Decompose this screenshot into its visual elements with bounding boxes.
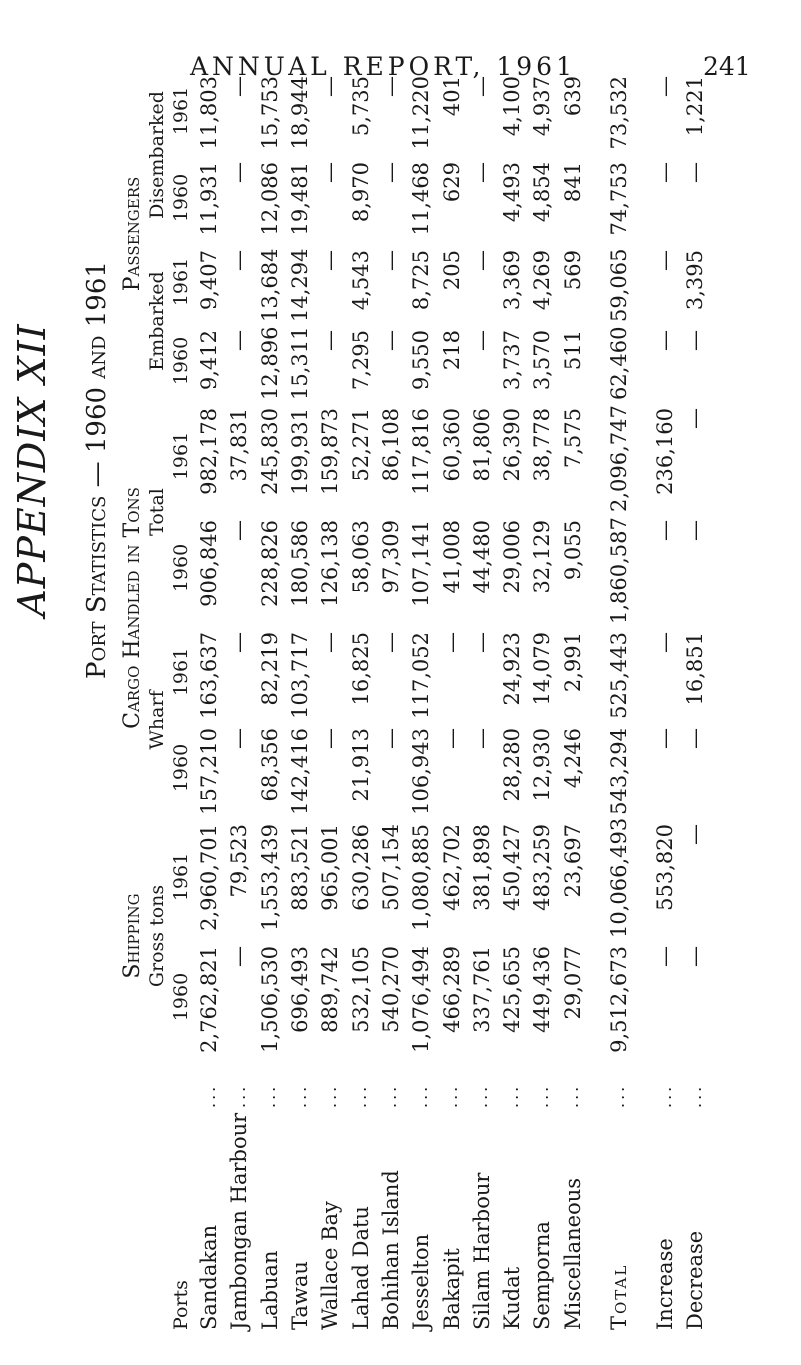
wharf-1961: 16,851 xyxy=(683,631,708,706)
embarked-1960: — xyxy=(227,329,252,351)
table-row xyxy=(436,68,466,1330)
disembarked-1960: 11,468 xyxy=(409,161,434,236)
wharf-1961: 24,923 xyxy=(500,631,525,706)
cargo-total-1960: 9,055 xyxy=(560,519,585,581)
port-name: Semporna xyxy=(530,1221,555,1330)
shipping-1961: 965,001 xyxy=(318,823,343,911)
wharf-1960: — xyxy=(439,727,464,749)
wharf-1960: 157,210 xyxy=(197,727,222,815)
embarked-1961: 3,369 xyxy=(500,249,525,311)
cargo-total-1961: 2,096,747 xyxy=(606,405,631,512)
embarked-1960: — xyxy=(378,329,403,351)
shipping-1960: — xyxy=(683,946,708,967)
shipping-1961: 2,960,701 xyxy=(197,823,222,931)
total-label: Total xyxy=(606,1263,631,1330)
disembarked-1960: — xyxy=(227,161,252,183)
disembarked-1961: — xyxy=(469,75,494,97)
wharf-1961: 16,825 xyxy=(348,631,373,706)
wharf-1961: — xyxy=(469,631,494,653)
wharf-1960: 106,943 xyxy=(409,727,434,815)
shipping-1961: 381,898 xyxy=(469,823,494,911)
increase-row xyxy=(650,68,680,1330)
wharf-1960: 12,930 xyxy=(530,727,555,802)
year-header: 1960 xyxy=(170,543,192,593)
port-name: Miscellaneous xyxy=(560,1177,585,1330)
embarked-1961: 4,269 xyxy=(530,249,555,311)
shipping-1961: 79,523 xyxy=(227,823,252,898)
embarked-1960: — xyxy=(318,329,343,351)
disembarked-1961: 639 xyxy=(560,75,585,117)
shipping-1960: 889,742 xyxy=(318,946,343,1033)
cargo-total-1960: 1,860,587 xyxy=(606,517,631,624)
disembarked-1960: 841 xyxy=(560,161,585,203)
embarked-1961: 205 xyxy=(439,249,464,291)
embarked-1960: 9,412 xyxy=(197,329,222,391)
year-header: 1960 xyxy=(170,173,192,223)
wharf-1960: — xyxy=(653,727,677,749)
port-name: Lahad Datu xyxy=(348,1206,373,1330)
table-row xyxy=(497,68,527,1330)
leader-dots: ... xyxy=(502,1083,522,1108)
shipping-1960: 449,436 xyxy=(530,946,555,1033)
disembarked-1960: 629 xyxy=(439,161,464,203)
cargo-total-1961: 81,806 xyxy=(469,407,494,482)
shipping-1960: 540,270 xyxy=(378,946,403,1033)
cargo-total-1960: 58,063 xyxy=(348,519,373,594)
cargo-total-1961: 52,271 xyxy=(348,407,373,482)
embarked-1960: — xyxy=(469,329,494,351)
shipping-1960: 425,655 xyxy=(500,946,525,1033)
cargo-total-1961: 982,178 xyxy=(197,407,222,495)
year-header: 1961 xyxy=(170,647,192,697)
disembarked-1961: — xyxy=(378,75,403,97)
cargo-total-1961: 117,816 xyxy=(409,407,434,495)
embarked-1960: 7,295 xyxy=(348,329,373,391)
cargo-header: Cargo Handled in Tons xyxy=(119,487,145,729)
year-header: 1960 xyxy=(170,336,192,386)
cargo-total-1961: 159,873 xyxy=(318,407,343,495)
embarked-1960: 15,311 xyxy=(288,326,313,400)
embarked-1961: — xyxy=(469,249,494,271)
wharf-1960: — xyxy=(378,727,403,749)
wharf-1961: — xyxy=(439,631,464,653)
disembarked-1960: — xyxy=(683,161,708,183)
cargo-total-1961: 236,160 xyxy=(653,407,677,495)
port-name: Bakapit xyxy=(439,1248,464,1330)
shipping-1960: 29,077 xyxy=(560,946,585,1020)
cargo-total-1960: 228,826 xyxy=(257,519,282,607)
cargo-total-1960: — xyxy=(683,519,708,541)
passengers-header: Passengers xyxy=(119,176,145,292)
embarked-1961: — xyxy=(227,249,252,271)
table-row xyxy=(315,68,345,1330)
wharf-1961: — xyxy=(227,631,252,653)
embarked-1960: 12,896 xyxy=(257,326,282,400)
leader-dots: ... xyxy=(381,1083,401,1108)
increase-label: Increase xyxy=(653,1238,677,1330)
wharf-1960: — xyxy=(683,727,708,749)
table-row xyxy=(406,68,436,1330)
port-name: Jambongan Harbour xyxy=(227,1112,252,1330)
shipping-header: Shipping xyxy=(119,893,145,979)
wharf-1960: 142,416 xyxy=(288,727,313,815)
year-header: 1961 xyxy=(170,257,192,307)
embarked-1960: 9,550 xyxy=(409,329,434,391)
disembarked-1961: 11,220 xyxy=(409,75,434,150)
embarked-1960: 218 xyxy=(439,329,464,371)
port-name: Tawau xyxy=(288,1261,313,1330)
leader-dots: ... xyxy=(199,1083,219,1108)
disembarked-1961: — xyxy=(318,75,343,97)
embarked-header: Embarked xyxy=(146,271,168,371)
leader-dots: ... xyxy=(290,1083,310,1108)
cargo-total-1961: 199,931 xyxy=(288,407,313,495)
leader-dots: ... xyxy=(411,1083,431,1108)
disembarked-1960: 74,753 xyxy=(606,161,631,236)
embarked-1961: 9,407 xyxy=(197,249,222,311)
embarked-1960: — xyxy=(653,329,677,351)
disembarked-1961: 4,937 xyxy=(530,75,555,137)
cargo-total-1961: 7,575 xyxy=(560,407,585,469)
leader-dots: ... xyxy=(320,1083,340,1108)
leader-dots: ... xyxy=(532,1083,552,1108)
disembarked-1961: 1,221 xyxy=(683,75,708,137)
table-row xyxy=(224,68,254,1330)
shipping-1961: — xyxy=(683,823,708,845)
disembarked-1961: 18,944 xyxy=(288,75,313,150)
shipping-1961: 883,521 xyxy=(288,823,313,911)
wharf-1961: 82,219 xyxy=(257,631,282,706)
wharf-header: Wharf xyxy=(146,690,168,750)
wharf-1960: 28,280 xyxy=(500,727,525,802)
shipping-1961: 462,702 xyxy=(439,823,464,911)
shipping-1961: 10,066,493 xyxy=(606,817,631,938)
cargo-total-1960: 32,129 xyxy=(530,519,555,594)
table-row xyxy=(255,68,285,1330)
embarked-1960: 3,737 xyxy=(500,329,525,391)
leader-dots: ... xyxy=(563,1083,583,1108)
leader-dots: ... xyxy=(685,1083,705,1108)
total-cargo-header: Total xyxy=(146,488,168,536)
year-header: 1961 xyxy=(170,431,192,481)
disembarked-1961: 4,100 xyxy=(500,75,525,137)
disembarked-1961: 401 xyxy=(439,75,464,117)
table-row xyxy=(527,68,557,1330)
shipping-1961: 450,427 xyxy=(500,823,525,911)
disembarked-1960: — xyxy=(318,161,343,183)
embarked-1961: 59,065 xyxy=(606,248,631,322)
port-name: Labuan xyxy=(257,1250,282,1330)
table-row xyxy=(376,68,406,1330)
cargo-total-1960: 41,008 xyxy=(439,519,464,594)
wharf-1961: 103,717 xyxy=(288,631,313,719)
leader-dots: ... xyxy=(351,1083,371,1108)
embarked-1961: — xyxy=(378,249,403,271)
shipping-1960: 466,289 xyxy=(439,946,464,1033)
leader-dots: ... xyxy=(472,1083,492,1108)
wharf-1961: 525,443 xyxy=(606,631,631,719)
decrease-row xyxy=(680,68,710,1330)
disembarked-1961: — xyxy=(227,75,252,97)
disembarked-1960: 8,970 xyxy=(348,161,373,223)
running-head: ANNUAL REPORT, 1961 xyxy=(190,52,576,81)
embarked-1961: 14,294 xyxy=(288,248,313,322)
port-statistics-table xyxy=(118,68,710,1330)
port-name: Bohihan Island xyxy=(378,1170,403,1330)
cargo-total-1960: — xyxy=(653,519,677,541)
disembarked-1961: 15,753 xyxy=(257,75,282,150)
wharf-1961: 2,991 xyxy=(560,631,585,693)
cargo-total-1960: 44,480 xyxy=(469,519,494,594)
leader-dots: ... xyxy=(609,1083,629,1108)
port-name: Kudat xyxy=(500,1266,525,1330)
shipping-1960: 696,493 xyxy=(288,946,313,1033)
leader-dots: ... xyxy=(442,1083,462,1108)
shipping-1961: 483,259 xyxy=(530,823,555,911)
cargo-total-1961: 26,390 xyxy=(500,407,525,482)
table-title: Port Statistics — 1960 and 1961 xyxy=(82,261,112,679)
shipping-1961: 1,080,885 xyxy=(409,823,434,931)
ports-header: Ports xyxy=(170,1280,192,1330)
disembarked-1961: 11,803 xyxy=(197,75,222,150)
disembarked-1960: 4,493 xyxy=(500,161,525,223)
disembarked-1960: 12,086 xyxy=(257,161,282,236)
port-name: Jesselton xyxy=(409,1233,434,1330)
year-header: 1961 xyxy=(170,852,192,902)
decrease-label: Decrease xyxy=(683,1230,708,1330)
disembarked-1960: 11,931 xyxy=(197,161,222,236)
embarked-1960: 62,460 xyxy=(606,326,631,400)
cargo-total-1960: 180,586 xyxy=(288,519,313,607)
cargo-total-1961: 37,831 xyxy=(227,407,252,482)
port-name: Wallace Bay xyxy=(318,1201,343,1330)
leader-dots: ... xyxy=(260,1083,280,1108)
year-header: 1960 xyxy=(170,972,192,1022)
table-row xyxy=(558,68,588,1330)
wharf-1960: 68,356 xyxy=(257,727,282,802)
port-name: Silam Harbour xyxy=(469,1172,494,1330)
shipping-1960: — xyxy=(653,946,677,967)
shipping-1960: 1,076,494 xyxy=(409,946,434,1053)
shipping-1960: 1,506,530 xyxy=(257,946,282,1053)
cargo-total-1960: 906,846 xyxy=(197,519,222,607)
port-name: Sandakan xyxy=(197,1224,222,1330)
leader-dots: ... xyxy=(655,1083,675,1108)
disembarked-header: Disembarked xyxy=(146,91,168,219)
appendix-title: APPENDIX XII xyxy=(10,323,54,617)
shipping-1960: — xyxy=(227,946,252,967)
cargo-total-1961: 38,778 xyxy=(530,407,555,482)
disembarked-1961: — xyxy=(653,75,677,97)
embarked-1961: — xyxy=(318,249,343,271)
shipping-1960: 337,761 xyxy=(469,946,494,1033)
wharf-1961: 163,637 xyxy=(197,631,222,719)
shipping-1961: 23,697 xyxy=(560,823,585,898)
disembarked-1960: 4,854 xyxy=(530,161,555,223)
embarked-1961: 8,725 xyxy=(409,249,434,311)
embarked-1961: 569 xyxy=(560,249,585,291)
wharf-1960: 21,913 xyxy=(348,727,373,802)
wharf-1960: 543,294 xyxy=(606,727,631,815)
embarked-1961: 3,395 xyxy=(683,249,708,311)
gross-tons-header: Gross tons xyxy=(146,884,168,988)
shipping-1961: 1,553,439 xyxy=(257,823,282,931)
wharf-1960: — xyxy=(469,727,494,749)
cargo-total-1960: 126,138 xyxy=(318,519,343,607)
wharf-1960: — xyxy=(227,727,252,749)
embarked-1960: — xyxy=(683,329,708,351)
cargo-total-1961: — xyxy=(683,407,708,429)
shipping-1961: 553,820 xyxy=(653,823,677,911)
table-row xyxy=(345,68,375,1330)
cargo-total-1961: 86,108 xyxy=(378,407,403,482)
disembarked-1961: 73,532 xyxy=(606,75,631,150)
rotated-table-page xyxy=(0,60,800,1350)
embarked-1961: 4,543 xyxy=(348,249,373,311)
cargo-total-1960: — xyxy=(227,519,252,541)
embarked-1960: 511 xyxy=(560,329,585,371)
cargo-total-1960: 29,006 xyxy=(500,519,525,594)
wharf-1960: 4,246 xyxy=(560,727,585,789)
table-row xyxy=(285,68,315,1330)
wharf-1961: 117,052 xyxy=(409,631,434,719)
disembarked-1960: — xyxy=(469,161,494,183)
shipping-1961: 507,154 xyxy=(378,823,403,911)
disembarked-1960: — xyxy=(378,161,403,183)
table-row xyxy=(194,68,224,1330)
year-header: 1960 xyxy=(170,743,192,793)
wharf-1961: — xyxy=(378,631,403,653)
cargo-total-1960: 107,141 xyxy=(409,519,434,607)
disembarked-1961: 5,735 xyxy=(348,75,373,137)
wharf-1961: — xyxy=(653,631,677,653)
disembarked-1960: 19,481 xyxy=(288,161,313,236)
embarked-1960: 3,570 xyxy=(530,329,555,391)
shipping-1961: 630,286 xyxy=(348,823,373,911)
embarked-1961: — xyxy=(653,249,677,271)
cargo-total-1961: 60,360 xyxy=(439,407,464,482)
wharf-1961: 14,079 xyxy=(530,631,555,706)
table-row xyxy=(467,68,497,1330)
wharf-1961: — xyxy=(318,631,343,653)
disembarked-1960: — xyxy=(653,161,677,183)
cargo-total-1961: 245,830 xyxy=(257,407,282,495)
leader-dots: ... xyxy=(229,1083,249,1108)
shipping-1960: 532,105 xyxy=(348,946,373,1033)
year-header: 1961 xyxy=(170,86,192,136)
embarked-1961: 13,684 xyxy=(257,248,282,322)
shipping-1960: 2,762,821 xyxy=(197,946,222,1053)
total-row xyxy=(604,68,634,1330)
shipping-1960: 9,512,673 xyxy=(606,946,631,1053)
cargo-total-1960: 97,309 xyxy=(378,519,403,594)
page-number: 241 xyxy=(703,52,751,81)
wharf-1960: — xyxy=(318,727,343,749)
